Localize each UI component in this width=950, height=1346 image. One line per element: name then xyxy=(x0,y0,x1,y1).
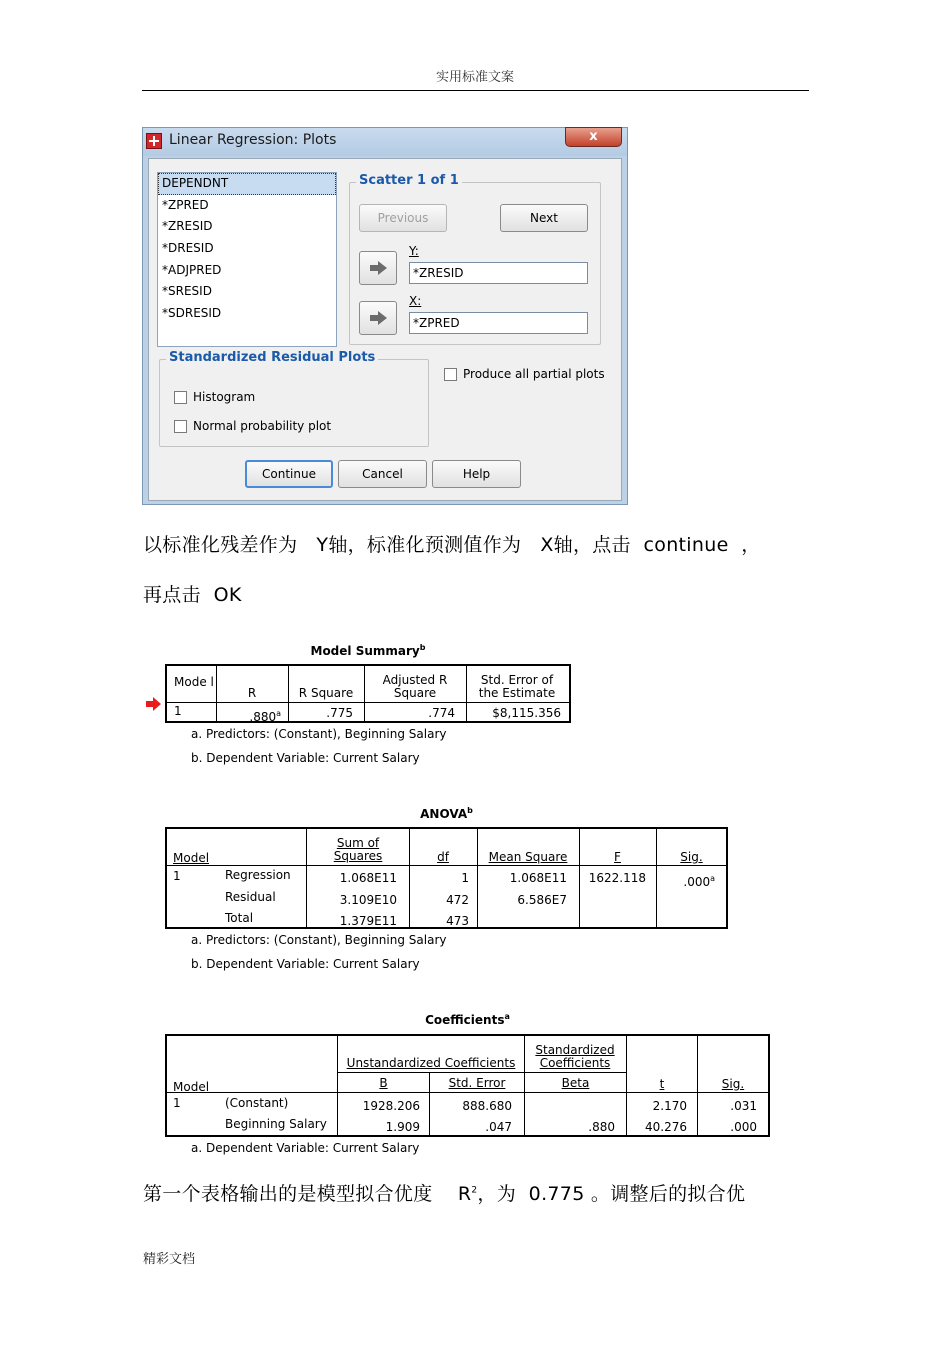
col-header-model: Model xyxy=(173,851,210,865)
anova-note-a: a. Predictors: (Constant), Beginning Salary xyxy=(191,933,447,947)
histogram-checkbox[interactable] xyxy=(174,391,187,404)
cancel-button[interactable]: Cancel xyxy=(338,460,427,488)
app-icon xyxy=(146,133,162,149)
linear-regression-plots-dialog xyxy=(142,127,628,505)
cell-ss: 1.379E11 xyxy=(339,914,397,928)
col-header-std-error: Std. Error of the Estimate xyxy=(478,673,556,700)
cell-model: 1 xyxy=(173,869,181,883)
arrow-right-icon xyxy=(369,260,389,276)
y-axis-label: Y: xyxy=(409,244,419,258)
x-axis-label: X: xyxy=(409,294,422,308)
cell-f: 1622.118 xyxy=(588,871,646,885)
coefficients-note-a: a. Dependent Variable: Current Salary xyxy=(191,1141,420,1155)
list-item[interactable]: *ADJPRED xyxy=(162,262,222,277)
cell-source: Residual xyxy=(225,890,276,904)
cell-r xyxy=(217,707,281,724)
col-header-standardized: Standardized Coefficients xyxy=(535,1043,615,1070)
cell-ss: 3.109E10 xyxy=(339,893,397,907)
arrow-right-icon xyxy=(369,310,389,326)
cell-ss: 1.068E11 xyxy=(339,871,397,885)
cell-model: 1 xyxy=(173,1096,181,1110)
list-item[interactable]: *ZRESID xyxy=(162,219,213,234)
col-header-b: B xyxy=(379,1076,388,1090)
explanation-text-a: 第一个表格输出的是模型拟合优度 R xyxy=(143,1183,472,1205)
cell-r-value: .880 xyxy=(249,710,277,724)
move-to-x-button[interactable] xyxy=(359,301,397,335)
cell-term: (Constant) xyxy=(225,1096,289,1110)
cell-t: 2.170 xyxy=(652,1099,687,1113)
instruction-line-1: 以标准化残差作为 Y轴，标准化预测值作为 X轴，点击 continue ， xyxy=(143,534,761,556)
anova-title xyxy=(166,806,727,821)
histogram-label: Histogram xyxy=(193,390,256,404)
model-summary-note-a: a. Predictors: (Constant), Beginning Salary xyxy=(191,727,447,741)
normal-probability-label: Normal probability plot xyxy=(193,419,332,433)
col-header-sum-of-squares: Sum of Squares xyxy=(333,836,383,863)
explanation-line xyxy=(143,1179,745,1206)
standardized-residual-title: Standardized Residual Plots xyxy=(166,350,378,365)
row-marker-arrow-icon xyxy=(146,697,162,711)
col-header-unstandardized: Unstandardized Coefficients xyxy=(346,1056,516,1070)
x-axis-field[interactable]: *ZPRED xyxy=(409,312,588,334)
list-item[interactable]: *DRESID xyxy=(162,241,214,256)
cell-df: 1 xyxy=(461,871,469,885)
help-button[interactable]: Help xyxy=(432,460,521,488)
model-summary-title-sup: b xyxy=(419,643,426,652)
header-rule xyxy=(142,90,809,91)
col-header-sig: Sig. xyxy=(680,850,703,864)
dialog-title: Linear Regression: Plots xyxy=(169,132,337,148)
coefficients-title-sup: a xyxy=(504,1012,510,1021)
cell-std-error: 888.680 xyxy=(462,1099,512,1113)
scatter-group-title: Scatter 1 of 1 xyxy=(356,173,462,188)
page-footer: 精彩文档 xyxy=(143,1252,196,1267)
list-item[interactable]: DEPENDNT xyxy=(158,173,336,195)
variable-list[interactable] xyxy=(157,172,337,347)
dialog-title-bar[interactable] xyxy=(143,128,627,156)
move-to-y-button[interactable] xyxy=(359,251,397,285)
next-button[interactable]: Next xyxy=(500,204,588,232)
col-header-sig: Sig. xyxy=(721,1077,745,1091)
normal-probability-checkbox[interactable] xyxy=(174,420,187,433)
cell-std-error: .047 xyxy=(485,1120,512,1134)
cell-source: Total xyxy=(225,911,254,925)
cell-t: 40.276 xyxy=(645,1120,687,1134)
anova-title-sup: b xyxy=(467,806,473,815)
col-header-adjusted-r-square: Adjusted R Square xyxy=(382,673,448,700)
cell-b: 1.909 xyxy=(385,1120,420,1134)
close-icon[interactable]: x xyxy=(565,127,622,147)
cell-sig xyxy=(657,872,715,889)
explanation-sup: 2 xyxy=(471,1185,478,1196)
cell-r-sup: a xyxy=(276,709,281,718)
partial-plots-label: Produce all partial plots xyxy=(463,367,605,381)
col-header-model: Mode l xyxy=(174,675,214,689)
model-summary-note-b: b. Dependent Variable: Current Salary xyxy=(191,751,420,765)
coefficients-table xyxy=(165,1034,770,1137)
model-summary-title-text: Model Summary xyxy=(310,644,420,658)
partial-plots-checkbox[interactable] xyxy=(444,368,457,381)
cell-sig-value: .000 xyxy=(683,875,711,889)
anova-note-b: b. Dependent Variable: Current Salary xyxy=(191,957,420,971)
col-header-f: F xyxy=(614,850,621,864)
anova-table xyxy=(165,827,728,929)
dialog-body xyxy=(148,158,622,501)
col-header-r: R xyxy=(247,686,257,700)
model-summary-table xyxy=(165,664,571,723)
cell-sig-sup: a xyxy=(710,874,715,883)
page-header: 实用标准文案 xyxy=(435,70,514,85)
col-header-model: Model xyxy=(173,1080,210,1094)
cell-std-error: $8,115.356 xyxy=(492,706,561,720)
cell-adjusted-r-square: .774 xyxy=(428,706,455,720)
col-header-mean-square: Mean Square xyxy=(488,850,568,864)
y-axis-field[interactable]: *ZRESID xyxy=(409,262,588,284)
cell-sig: .000 xyxy=(730,1120,757,1134)
cell-df: 472 xyxy=(446,893,469,907)
list-item[interactable]: *ZPRED xyxy=(162,197,209,212)
cell-beta: .880 xyxy=(588,1120,615,1134)
coefficients-title xyxy=(166,1012,769,1027)
cell-r-square: .775 xyxy=(326,706,353,720)
anova-title-text: ANOVA xyxy=(420,807,468,821)
cell-source: Regression xyxy=(225,868,291,882)
col-header-df: df xyxy=(437,850,449,864)
instruction-line-2: 再点击 OK xyxy=(143,584,242,606)
cell-model: 1 xyxy=(174,704,182,718)
col-header-std-error: Std. Error xyxy=(448,1076,506,1090)
coefficients-title-text: Coefficients xyxy=(425,1013,505,1027)
cell-ms: 1.068E11 xyxy=(509,871,567,885)
cell-b: 1928.206 xyxy=(362,1099,420,1113)
list-item[interactable]: *SRESID xyxy=(162,284,212,299)
cell-df: 473 xyxy=(446,914,469,928)
cell-sig: .031 xyxy=(730,1099,757,1113)
model-summary-title xyxy=(166,643,570,658)
col-header-beta: Beta xyxy=(561,1076,590,1090)
previous-button[interactable]: Previous xyxy=(359,204,447,232)
col-header-t: t xyxy=(659,1077,665,1091)
cell-term: Beginning Salary xyxy=(225,1117,327,1131)
col-header-r-square: R Square xyxy=(298,686,354,700)
explanation-text-b: ，为 0.775 。调整后的拟合优 xyxy=(477,1183,746,1205)
list-item[interactable]: *SDRESID xyxy=(162,306,222,321)
continue-button[interactable]: Continue xyxy=(245,460,333,488)
cell-ms: 6.586E7 xyxy=(517,893,567,907)
